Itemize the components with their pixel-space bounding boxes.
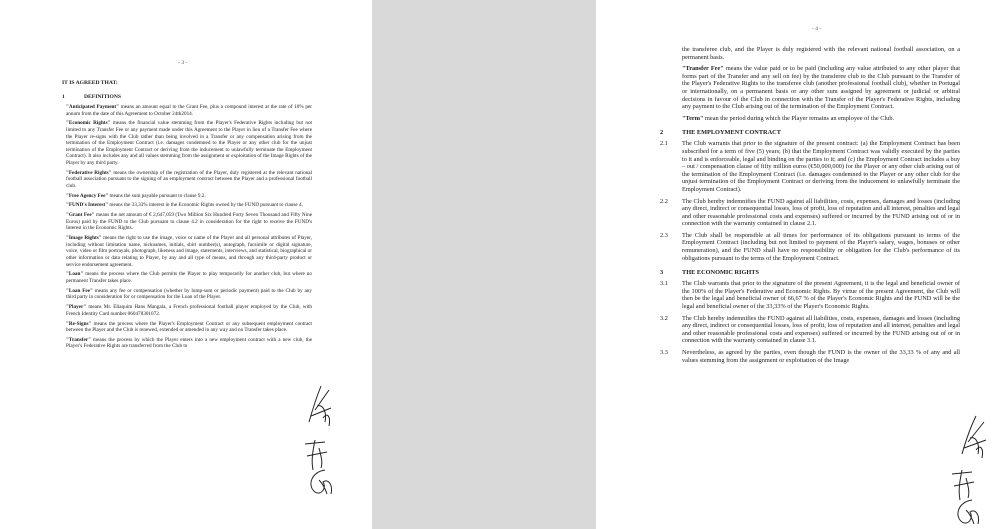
definition-text: means the process by which the Player enters into a new employment contract with a new club, the Player's Federative Rights are transferred from the Club to	[66, 336, 312, 350]
section-heading	[660, 269, 960, 276]
definition-text: means an amount equal to the Grant Fee, plus a compound interest at the rate of 10% per annum from the date of this Agreement to October 24th2014.	[66, 104, 312, 117]
definition-text: means the right to use the image, voice or name of the Player and all personal attributes of Player, including without limitation name, nicknames, initials, shirt number(s), autograph, facsimile or digital signature, voice, video or film portrayals, photograph, likeness and image, statements, interviews, and statistical, biographical or other information or data relating to Player, by any and all type of means, and through any third-party product or service endorsement agreement.	[66, 235, 312, 268]
clause	[660, 198, 960, 228]
definition-text: mean the period during which the Player remains an employee of the Club.	[703, 114, 895, 122]
section-number: 1	[62, 94, 65, 100]
signature-initials	[303, 382, 337, 430]
definition-term: "Loan Fee"	[66, 287, 93, 294]
page-4-content	[660, 46, 960, 368]
definition-item	[66, 104, 312, 117]
clause-text: The Club shall be responsible at all times for performance of its obligations pursuant to terms of the Employment Contract (including but not limited to payment of the Player's salary, wages, bonuses or other remuneration), and the FUND shall have no responsibility or obligation for the Club's performance of its obligations pursuant to the terms of the Employment Contract.	[682, 231, 960, 262]
clause-text: The Club warrants that prior to the signature of the present contract: (a) the Employment Contract has been subscribed for a term of five (5) years; (b) that the Employment Contract was validly executed by the parties to it and is enforceable, legal and binding on the parties to it; and (c) the Employment Contract includes a buy – out / compensation clause of fifty million euros (€50,000,000) for the Player or any other club arising out of the termination of the Employment Contract (i.e. damages condemned to the Player or any other club for the unjust termination of the Employment Contract or deriving from the inducement to unlawfully terminate the Employment Contract).	[682, 140, 960, 193]
section-number: 3	[660, 269, 664, 277]
definition-text: means the value paid or to be paid (including any value attributed to any other player that forms part of the Transfer and any sell on fee) by the transferee club to the Club pursuant to the Transfer of the Player's Federative Rights to the transferee club (another professional football club), whether in Portugal or internationally, on a permanent basis or any other sum assigned by agreement or judicial or arbitral decisions in favour of the Club in connection with the Transfer of the Player's Federative Rights, including any payment to the Club arising out of the termination of the Employment Contract.	[682, 65, 960, 111]
clause-text: The Club warrants that prior to the signature of the present Agreement, it is the legal and beneficial owner of the 100% of the Player's Federative and Economic Rights. By virtue of the present Agreement, the Club will then be the legal and beneficial owner of 66,67 % of the Player's Economic Rights and the FUND will be the legal and beneficial owner of the 33,33% of the Player's Economic Rights.	[682, 280, 960, 311]
definition-item	[66, 235, 312, 268]
clause-number: 3.2	[660, 314, 668, 322]
clause	[660, 315, 960, 345]
definition-item	[66, 120, 312, 166]
definition-item	[66, 212, 312, 232]
definition-text: means the ownership of the registration of the Player, duly registered at the relevant national football association pursuant to the signing of an employment contract between the Player and a professional football club.	[66, 169, 312, 189]
definition-item	[66, 321, 312, 334]
clause-number: 2.1	[660, 140, 668, 148]
section-title: DEFINITIONS	[84, 94, 121, 100]
definition-item	[682, 115, 960, 123]
definition-continuation: the transferee club, and the Player is duly registered with the relevant national football association, on a permanent basis.	[682, 46, 960, 61]
definition-item	[682, 65, 960, 111]
clause-number: 3.3	[660, 349, 668, 356]
definition-item	[66, 288, 312, 301]
clause-text: The Club hereby indemnifies the FUND against all liabilities, costs, expenses, damages and losses (including any direct, indirect or consequential losses, loss of profit, loss of reputation and all interest, penalties and legal and other reasonable professional costs and expenses) suffered or incurred by the FUND arising out of or in connection with the warranty contained in clause 2.1.	[682, 197, 960, 228]
definition-term: "Image Rights"	[66, 235, 102, 242]
definition-text: means the process where the Club permits the Player to play temporarily for another club, but where no permanent Transfer takes place.	[66, 271, 312, 284]
definition-term: "Loan"	[66, 271, 84, 278]
definition-item	[66, 193, 312, 200]
definition-term: "FUND's Interest"	[66, 202, 109, 209]
definition-text: means Mr. Eliaquim Hans Mangala, a French professional football player employed by the Club, with French Identity Card number 060478301072.	[66, 304, 312, 317]
clause-text: The Club hereby indemnifies the FUND against all liabilities, costs, expenses, damages and losses (including any direct, indirect or consequential losses, loss of profit, loss of reputation and all interest, penalties and legal and other reasonable professional costs and expenses) suffered or incurred by the FUND arising out of or in connection with the warranty contained in clause 3.1.	[682, 314, 960, 345]
definition-term: "Economic Rights"	[66, 120, 111, 127]
definition-term: "Anticipated Payment"	[66, 104, 119, 110]
clause	[660, 140, 960, 193]
signature-initials	[956, 412, 990, 462]
definition-item	[66, 271, 312, 284]
definition-item	[66, 337, 312, 350]
definition-item	[66, 304, 312, 317]
definition-term: "Federative Rights"	[66, 169, 112, 176]
clause	[660, 232, 960, 262]
definition-term: "Player"	[66, 304, 87, 311]
page-number: - 3 -	[178, 60, 188, 66]
definition-text: means any fee or compensation (whether by lump-sum or periodic payment) paid to the Club by any third party in consideration for or compensation for the Loan of the Player.	[66, 287, 312, 301]
definition-text: means the process where the Player's Employment Contract or any subsequent employment contract between the Player and the Club is renewed, extended or amended in any way and no Transfer takes place.	[66, 320, 312, 334]
clause-number: 2.3	[660, 231, 668, 239]
definition-text: means the sum payable pursuant to clause 9.2.	[108, 192, 206, 199]
clause-number: 3.1	[660, 280, 668, 288]
sections-list	[660, 129, 960, 364]
definition-term: "Grant Fee"	[66, 212, 95, 219]
definition-item	[66, 170, 312, 190]
definition-text: means the net amount of € 2,647,059 (Two Million Six Hundred Forty Seven Thousand and Fifty Nine Euros) paid by the FUND to the Club pursuant to clause 4.2 in consideration for the right to receive the FUND's Interest in the Economic Rights.	[66, 212, 313, 232]
agreed-heading: IT IS AGREED THAT:	[62, 80, 118, 86]
definition-term: "Free Agency Fee"	[66, 192, 109, 199]
clause-number: 2.2	[660, 197, 668, 205]
section-title: THE ECONOMIC RIGHTS	[682, 269, 759, 277]
definition-term: "Transfer"	[66, 336, 91, 343]
section-1-heading	[62, 94, 312, 100]
definition-text: means the financial value stemming from the Player's Federative Rights including but not limited to any Transfer Fee or any payment made under this Agreement to the Player in lieu of a Transfer Fee where the Player re-signs with the Club rather than being involved in a Transfer or any compensation arising from the termination of the Employment Contract (i.e. damages condemned to the Player or any other club for the unjust termination of the Employment Contract or deriving from the inducement to unlawfully terminate the Employment Contract). It also includes any and all values stemming from the assignment or exploitation of the Image Rights of the Player by any third party.	[66, 120, 313, 166]
definition-term: "Transfer Fee"	[682, 65, 724, 73]
clause-text: Nevertheless, as agreed by the parties, even though the FUND is the owner of the 33,33 % of any and all values stemming from the assignment or exploitation of the Image	[682, 349, 960, 364]
document-page-4	[596, 0, 993, 529]
page-3-content	[62, 80, 312, 353]
section-number: 2	[660, 129, 664, 137]
definition-text: means the 33,33% interest in the Economic Rights owned by the FUND pursuant to clause 4.	[108, 202, 303, 209]
definition-item	[66, 202, 312, 209]
definitions-continued	[660, 46, 960, 122]
definition-term: "Re-Signs"	[66, 320, 92, 327]
section-title: THE EMPLOYMENT CONTRACT	[682, 129, 781, 137]
page-number: - 4 -	[812, 26, 822, 32]
clause	[660, 280, 960, 310]
signature-initials	[952, 496, 984, 528]
signature-initials	[305, 466, 337, 498]
document-page-3	[0, 0, 372, 529]
definitions-list	[62, 104, 312, 350]
definitions-list	[682, 65, 960, 122]
section-heading	[660, 129, 960, 136]
definition-term: "Term"	[682, 114, 704, 122]
clause	[660, 349, 960, 364]
